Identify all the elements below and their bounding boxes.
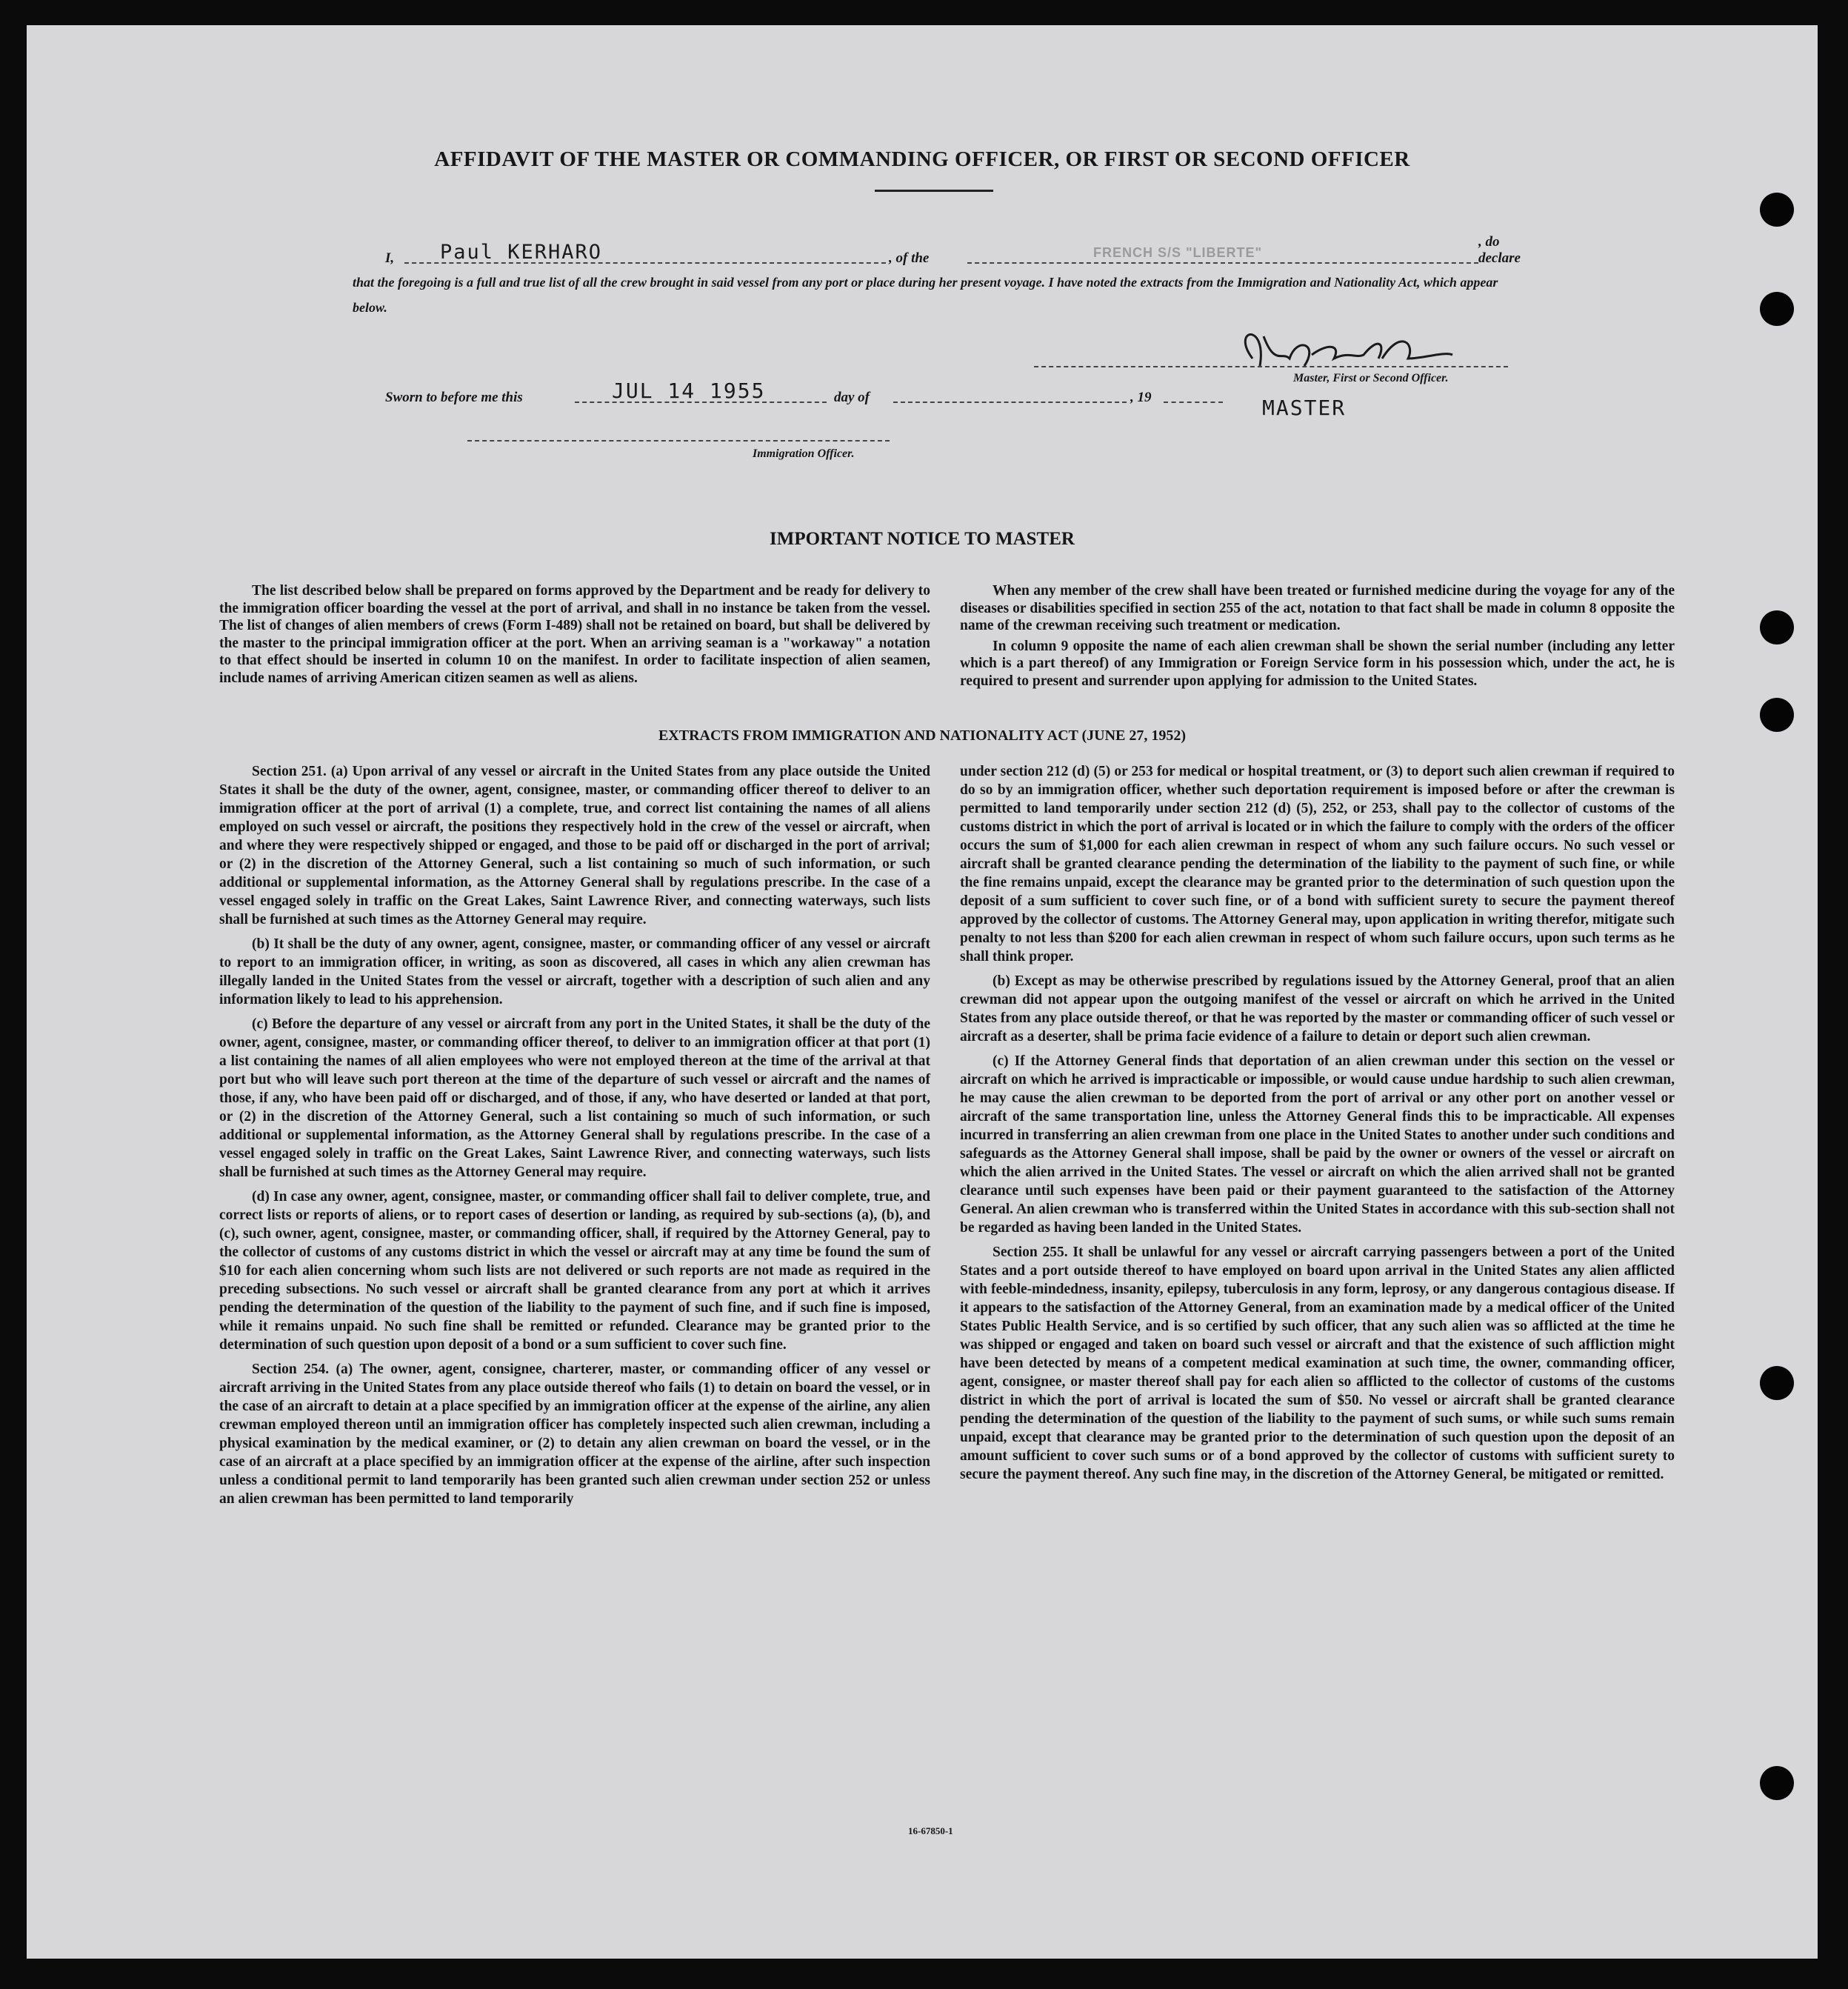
sworn-date: JUL 14 1955 [612, 379, 766, 403]
punch-hole-icon [1760, 193, 1794, 227]
officer-signature-line [467, 440, 890, 442]
extract-paragraph: Section 254. (a) The owner, agent, consignee, charterer, master, or commanding officer of any vessel or aircraft arriving in the United States from any place outside thereof who fails (1) to detain on board the vessel, or in the case of an aircraft to detain at a place specified by an immigration officer at the expense of the airline, any alien crewman employed thereon until an immigration officer has completely inspected such alien crewman, including a physical examination by the medical examiner, or (2) to detain any alien crewman on board the vessel, or in the case of an aircraft at a place specified by an immigration officer at the expense of the airline, after such inspection unless a conditional permit to land temporarily has been granted such alien crewman under section 252 or unless an alien crewman has been permitted to land temporarily [219, 1362, 930, 1507]
signature-line [1034, 366, 1508, 367]
notice-right-text-2: In column 9 opposite the name of each alien crewman shall be shown the serial number (including any letter which is a part thereof) of any Immigration or Foreign Service form in his possession which, under the act, he is required to present and surrender upon applying for admission to the United States. [960, 638, 1675, 689]
i-label: I, [385, 250, 395, 266]
extract-paragraph: Section 251. (a) Upon arrival of any vessel or aircraft in the United States from any place outside the United States it shall be the duty of the owner, agent, consignee, master, or commanding officer thereof to deliver to an immigration officer at the port of arrival (1) a complete, true, and correct list containing the names of all aliens employed on such vessel or aircraft, the positions they respectively hold in the crew of the vessel or aircraft, when and where they were respectively shipped or engaged, and those to be paid off or discharged in the port of arrival; or (2) in the discretion of the Attorney General, such a list containing so much of such information, or such additional or supplemental information, as the Attorney General shall by regulations prescribe. In the case of a vessel engaged solely in traffic on the Great Lakes, Saint Lawrence River, and connecting waterways, such lists shall be furnished at such times as the Attorney General may require. [219, 764, 930, 927]
punch-hole-icon [1760, 292, 1794, 326]
do-declare-label: , do declare [1478, 234, 1521, 266]
title-rule [875, 190, 993, 192]
extract-paragraph: (b) Except as may be otherwise prescribed by regulations issued by the Attorney General, proof that an alien crewman did not appear upon the outgoing manifest of the vessel or aircraft on which he arrived in the United States from any place outside thereof, or that he was reported by the master or commanding officer of such vessel or aircraft as a deserter, shall be prima facie evidence of a failure to detain or deport such alien crewman. [960, 973, 1675, 1045]
extract-paragraph: (d) In case any owner, agent, consignee, master, or commanding officer shall fail to deliver complete, true, and correct lists or reports of aliens, or to report cases of desertion or landing, as required by sub-sections (a), (b), and (c), such owner, agent, consignee, master, or commanding officer, shall, if required by the Attorney General, pay to the collector of customs of any customs district in which the vessel or aircraft may at any time be found the sum of $10 for each alien concerning whom such lists are not delivered or such reports are not made as required in the preceding subsections. No such vessel or aircraft shall be granted clearance from any port at which it arrives pending the determination of the question of the liability to the payment of such fine, and if such fine is imposed, while it remains unpaid. No such fine shall be remitted or refunded. Clearance may be granted prior to the determination of such question upon deposit of a bond or a sum sufficient to cover such fine. [219, 1189, 930, 1353]
notice-right-text-1: When any member of the crew shall have been treated or furnished medicine during the voyage for any of the diseases or disabilities specified in section 255 of the act, notation to that fact shall be made in column 8 opposite the name of the crewman receiving such treatment or medication. [960, 583, 1675, 633]
vessel-field-line [967, 262, 1478, 264]
notice-left-column [219, 582, 930, 693]
immigration-officer-label: Immigration Officer. [753, 447, 855, 460]
affidavit-title: AFFIDAVIT OF THE MASTER OR COMMANDING OFFICER, OR FIRST OR SECOND OFFICER [434, 147, 1410, 171]
extracts-right-column [960, 762, 1675, 1490]
vessel-stamp: FRENCH S/S "LIBERTE" [1093, 245, 1263, 260]
extract-paragraph: (b) It shall be the duty of any owner, agent, consignee, master, or commanding officer of any vessel or aircraft to report to an immigration officer, in writing, as soon as discovered, all cases in which any alien crewman has illegally landed in the United States from the vessel or aircraft, together with a description of such alien and any information likely to lead to his apprehension. [219, 936, 930, 1007]
notice-left-text: The list described below shall be prepared on forms approved by the Department and be ready for delivery to the immigration officer boarding the vessel at the port of arrival, and shall in no instance be taken from the vessel. The list of changes of alien members of crews (Form I-489) shall not be retained on board, but shall be delivered by the master to the principal immigration officer at the port. When an arriving seaman is a "workaway" a notation to that effect should be inserted in column 10 on the manifest. In order to facilitate inspection of alien seamen, include names of arriving American citizen seamen as well as aliens. [219, 583, 930, 686]
extracts-left-column [219, 762, 930, 1514]
document-page [27, 25, 1818, 1959]
signature-caption: Master, First or Second Officer. [1293, 372, 1449, 384]
punch-hole-icon [1760, 610, 1794, 644]
extracts-title: EXTRACTS FROM IMMIGRATION AND NATIONALITY ACT (JUNE 27, 1952) [658, 727, 1187, 744]
year-label: , 19 [1130, 390, 1152, 405]
extract-paragraph: (c) Before the departure of any vessel or aircraft from any port in the United States, it shall be the duty of the owner, agent, consignee, master, or commanding officer thereof, to deliver to an immigration officer at that port (1) a list containing the names of all alien employees who were not employed thereon at the time of the arrival at that port but who will leave such port thereon at the time of the departure of such vessel or aircraft and the names of those, if any, who have been paid off or discharged, and of those, if any, who have deserted or landed at that port, or (2) in the discretion of the Attorney General, such a list containing so much of such information, or such additional or supplemental information, as the Attorney General shall by regulations prescribe. In the case of a vessel engaged solely in traffic on the Great Lakes, Saint Lawrence River, and connecting waterways, such lists shall be furnished at such times as the Attorney General may require. [219, 1016, 930, 1180]
of-the-label: , of the [889, 250, 930, 266]
notice-right-column [960, 582, 1675, 696]
punch-hole-icon [1760, 1366, 1794, 1400]
extract-paragraph: (c) If the Attorney General finds that deportation of an alien crewman under this section on the vessel or aircraft on which he arrived is impracticable or impossible, or would cause undue hardship to such alien crewman, he may cause the alien crewman to be deported from the port of arrival or any other port on another vessel or aircraft of the same transportation line, unless the Attorney General finds this to be impracticable. All expenses incurred in transferring an alien crewman from one place in the United States to another under such conditions and safeguards as the Attorney General shall impose, shall be paid by the owner or owners of the vessel or aircraft on which the alien arrived in the United States. The vessel or aircraft on which the alien arrived shall not be granted clearance until such expenses have been paid or their payment guaranteed to the satisfaction of the Attorney General. An alien crewman who is transferred within the United States in accordance with this sub-section shall not be regarded as having been landed in the United States. [960, 1053, 1675, 1236]
notice-title: IMPORTANT NOTICE TO MASTER [770, 529, 1075, 549]
extract-paragraph: Section 255. It shall be unlawful for any vessel or aircraft carrying passengers between a port of the United States and a port outside thereof to have employed on board upon arrival in the United States any alien afflicted with feeble-mindedness, insanity, epilepsy, tuberculosis in any form, leprosy, or any dangerous contagious disease. If it appears to the satisfaction of the Attorney General, from an examination made by a medical officer of the United States Public Health Service, and is so certified by such officer, that any such alien was so afflicted at the time he was shipped or engaged and taken on board such vessel or aircraft and that the existence of such affliction might have been detected by means of a competent medical examination at such time, the owner, commanding officer, agent, consignee, or master thereof shall pay for each alien so afflicted to the collector of customs of the customs district in which the port of arrival is located the sum of $50. No vessel or aircraft shall be granted clearance pending the determination of the question of the liability to the payment of such sums, or while such sums remain unpaid, except that clearance may be granted prior to the determination of such question upon the deposit of an amount sufficient to cover such sums or of a bond approved by the collector of customs with sufficient surety to secure the payment thereof. Any such fine may, in the discretion of the Attorney General, be mitigated or remitted. [960, 1245, 1675, 1482]
declaration-text: that the foregoing is a full and true list of all the crew brought in said vessel from any port or place during her present voyage. I have noted the extracts from the Immigration and Nationality Act, which appear below. [353, 275, 1498, 315]
master-name: Paul KERHARO [440, 241, 603, 264]
day-of-label: day of [834, 390, 870, 405]
punch-hole-icon [1760, 1766, 1794, 1800]
month-field-line [893, 402, 1127, 403]
role-typed: MASTER [1262, 396, 1347, 420]
declaration-line [353, 234, 1521, 270]
year-field-line [1164, 402, 1223, 403]
sworn-label: Sworn to before me this [385, 390, 523, 405]
form-number: 16-67850-1 [908, 1825, 953, 1836]
extract-paragraph: under section 212 (d) (5) or 253 for medical or hospital treatment, or (3) to deport such alien crewman if required to do so by an immigration officer, whether such deportation requirement is imposed before or after the crewman is permitted to land temporarily under section 212 (d) (5), 252, or 253, shall pay to the collector of customs of the customs district in which the port of arrival is located or in which the failure to comply with the orders of the officer occurs the sum of $1,000 for each alien crewman in respect of whom any such failure occurs. No such vessel or aircraft shall be granted clearance pending the determination of the liability to the payment of such fine, or while the fine remains unpaid, except the clearance may be granted prior to the determination of such question upon the deposit of a sum sufficient to cover such fine, or of a bond with sufficient surety to secure the payment thereof approved by the collector of customs. The Attorney General may, upon application in writing therefor, mitigate such penalty to not less than $200 for each alien crewman in respect of whom such failure occurs, upon such terms as he shall think proper. [960, 764, 1675, 964]
